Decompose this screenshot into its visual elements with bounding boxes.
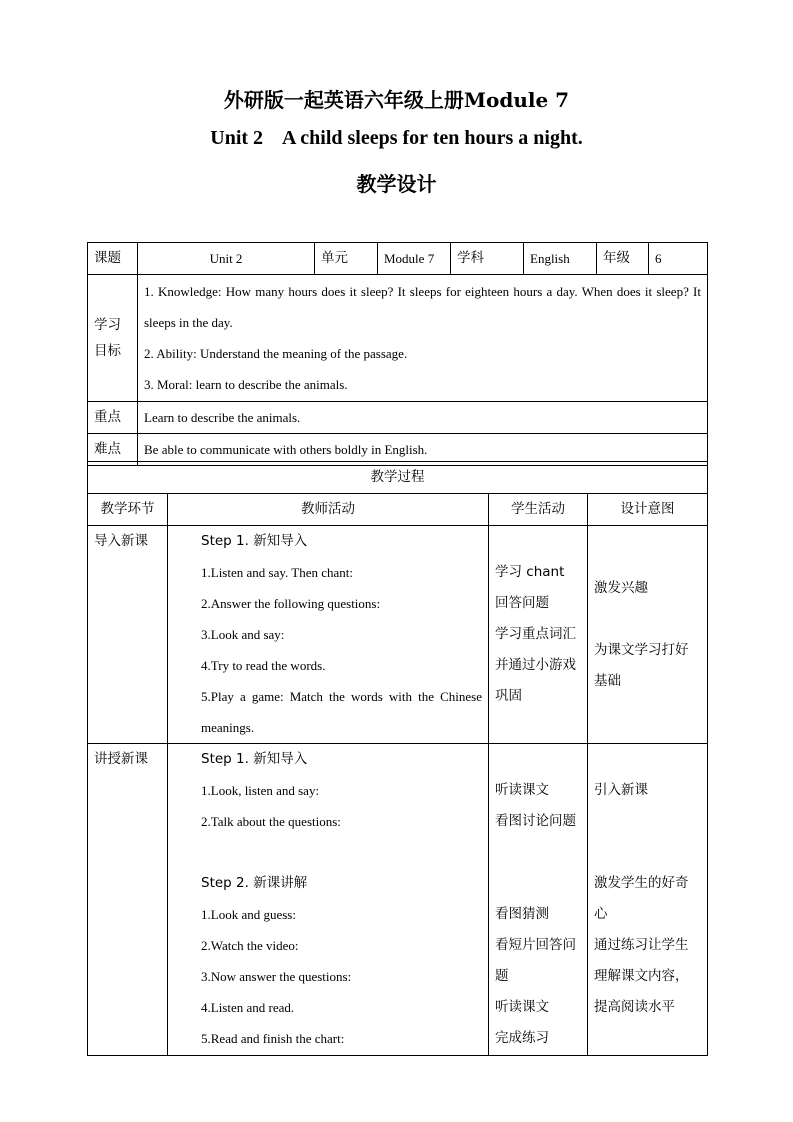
list-item: 回答问题	[495, 595, 549, 611]
topic-label: 课题	[88, 243, 138, 275]
design-intent-intro	[588, 526, 708, 744]
step-heading: Step 2. 新课讲解	[201, 875, 308, 891]
list-item: 完成练习	[495, 1030, 549, 1046]
subject-label: 学科	[451, 243, 524, 275]
list-item: 5.Play a game: Match the words with the Chinese meanings.	[201, 689, 482, 735]
list-item: 通过练习让学生理解课文内容，提高阅读水平	[594, 937, 689, 1015]
objectives-cell	[138, 275, 708, 402]
difficulty-value: Be able to communicate with others boldly in English.	[138, 434, 708, 466]
step-heading: Step 1. 新知导入	[201, 533, 308, 549]
grade-label: 年级	[597, 243, 649, 275]
header-design: 设计意图	[588, 494, 708, 526]
list-item: 3.Now answer the questions:	[201, 969, 352, 984]
list-item: 看短片回答问题	[495, 937, 576, 984]
list-item: 1.Listen and say. Then chant:	[201, 565, 353, 580]
objective-2: 2. Ability: Understand the meaning of the passage.	[144, 346, 408, 361]
list-item: 1.Look and guess:	[201, 907, 296, 922]
list-item: 听读课文	[495, 782, 549, 798]
teaching-process-table	[87, 461, 708, 1056]
key-point-value: Learn to describe the animals.	[138, 402, 708, 434]
list-item: 看图猜测	[495, 906, 549, 922]
teacher-activities-intro	[168, 526, 489, 744]
process-title: 教学过程	[88, 462, 708, 494]
design-title: 教学设计	[356, 172, 437, 196]
header-stage: 教学环节	[88, 494, 168, 526]
list-item: 学习重点词汇并通过小游戏巩固	[495, 626, 576, 704]
objective-1: 1. Knowledge: How many hours does it sleep? It sleeps for eighteen hours a day. When does it sleep? It sleeps in the day.	[144, 284, 701, 330]
list-item: 2.Answer the following questions:	[201, 596, 381, 611]
teacher-activities-new	[168, 744, 489, 1056]
list-item: 1.Look, listen and say:	[201, 783, 320, 798]
key-point-label: 重点	[88, 402, 138, 434]
subject-value: English	[524, 243, 597, 275]
list-item: 看图讨论问题	[495, 813, 576, 829]
difficulty-label: 难点	[88, 434, 138, 466]
table-row	[88, 526, 708, 744]
objective-3: 3. Moral: learn to describe the animals.	[144, 377, 348, 392]
list-item: 2.Talk about the questions:	[201, 814, 341, 829]
unit-title: Unit 2 A child sleeps for ten hours a night.	[210, 127, 583, 149]
grade-value: 6	[649, 243, 708, 275]
topic-value: Unit 2	[138, 243, 315, 275]
list-item: 听读课文	[495, 999, 549, 1015]
stage-intro: 导入新课	[88, 526, 168, 744]
objectives-label: 学习目标	[88, 275, 138, 402]
unit-label: 单元	[315, 243, 378, 275]
document-title: 外研版一起英语六年级上册Module 7	[223, 88, 570, 112]
student-activities-intro	[489, 526, 588, 744]
header-student: 学生活动	[489, 494, 588, 526]
list-item: 激发兴趣	[594, 579, 648, 596]
stage-new-lesson: 讲授新课	[88, 744, 168, 1056]
list-item: 5.Read and finish the chart:	[201, 1031, 345, 1046]
step-heading: Step 1. 新知导入	[201, 751, 308, 767]
list-item: 引入新课	[594, 782, 648, 798]
list-item: 2.Watch the video:	[201, 938, 299, 953]
list-item: 4.Listen and read.	[201, 1000, 295, 1015]
list-item: 为课文学习打好基础	[594, 641, 689, 689]
list-item: 激发学生的好奇心	[594, 875, 689, 922]
header-teacher: 教师活动	[168, 494, 489, 526]
list-item: 学习 chant	[495, 564, 565, 580]
list-item: 3.Look and say:	[201, 627, 285, 642]
student-activities-new	[489, 744, 588, 1056]
design-intent-new	[588, 744, 708, 1056]
unit-value: Module 7	[378, 243, 451, 275]
table-row	[88, 744, 708, 1056]
lesson-info-table	[87, 242, 708, 466]
list-item: 4.Try to read the words.	[201, 658, 326, 673]
